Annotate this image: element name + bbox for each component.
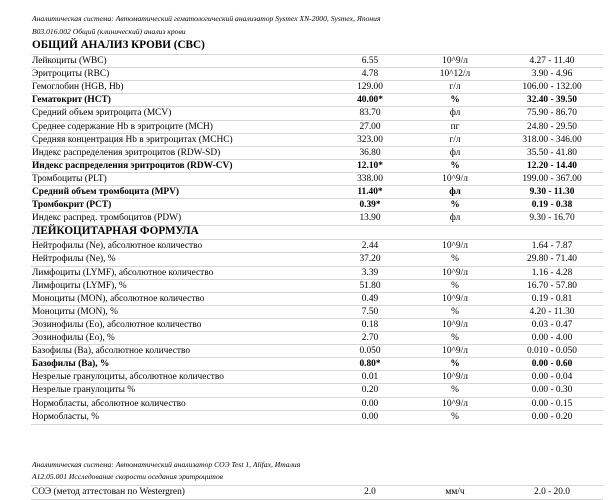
test-name: Эритроциты (RBC) <box>32 69 110 80</box>
test-name: Гемоглобин (HGB, Hb) <box>32 82 124 93</box>
test-value: 2.0 <box>364 487 376 497</box>
table-row <box>31 266 603 280</box>
test-reference: 0.00 - 4.00 <box>531 333 573 343</box>
test-name: Средний объем эритроцита (MCV) <box>32 108 172 119</box>
test-unit: г/л <box>449 82 461 93</box>
table-row <box>31 370 603 384</box>
test-reference: 9.30 - 11.30 <box>529 187 575 197</box>
test-reference: 35.50 - 41.80 <box>527 147 577 158</box>
test-value: 0.20 <box>361 385 379 396</box>
test-name: Нормобласты, абсолютное количество <box>32 398 186 409</box>
table-row <box>31 292 603 306</box>
test-name: Моноциты (MON), абсолютное количество <box>32 293 205 304</box>
test-unit: % <box>451 306 459 317</box>
test-reference: 0.19 - 0.38 <box>531 200 573 211</box>
test-value: 0.49 <box>361 293 379 304</box>
test-reference: 0.03 - 0.47 <box>531 319 573 330</box>
table-row <box>31 185 603 199</box>
test-name: СОЭ (метод аттестован по Westergren) <box>32 487 185 497</box>
test-name: Средняя концентрация Hb в эритроцитах (MCHC) <box>32 134 233 145</box>
esr-row <box>31 485 603 500</box>
test-reference: 3.90 - 4.96 <box>531 69 573 80</box>
test-value: 11.40* <box>357 187 383 197</box>
test-value: 6.55 <box>361 56 379 66</box>
test-value: 338.00 <box>357 173 383 184</box>
test-value: 0.18 <box>361 319 379 330</box>
test-reference: 4.20 - 11.30 <box>529 306 575 317</box>
test-unit: % <box>451 280 459 291</box>
test-unit: фл <box>449 147 461 158</box>
table-row <box>31 239 603 253</box>
test-unit: 10^9/л <box>442 267 468 278</box>
table-row <box>31 146 603 160</box>
test-value: 0.00 <box>361 398 379 409</box>
test-reference: 9.30 - 16.70 <box>529 213 575 224</box>
test-name: Лимфоциты (LYMF), абсолютное количество <box>32 267 214 278</box>
test-name: Среднее содержание Hb в эритроците (MCH) <box>32 121 213 132</box>
test-unit: 10^9/л <box>442 346 468 357</box>
test-value: 83.70 <box>359 108 381 119</box>
test-name: Моноциты (MON), % <box>32 306 118 317</box>
test-reference: 0.00 - 0.04 <box>531 372 573 383</box>
table-row <box>31 159 603 173</box>
test-name: Индекс распределения эритроцитов (RDW-SD) <box>32 147 221 158</box>
test-unit: % <box>450 160 460 171</box>
test-reference: 75.90 - 86.70 <box>527 108 577 119</box>
test-reference: 12.20 - 14.40 <box>527 160 577 171</box>
test-value: 37.20 <box>359 254 381 265</box>
table-row <box>31 80 603 94</box>
test-reference: 318.00 - 346.00 <box>522 134 582 145</box>
test-unit: фл <box>449 187 461 197</box>
test-name: Индекс распределения эритроцитов (RDW-CV) <box>32 160 233 171</box>
test-reference: 29.80 - 71.40 <box>527 254 577 265</box>
test-unit: % <box>450 359 460 370</box>
diff-section-title: ЛЕЙКОЦИТАРНАЯ ФОРМУЛА <box>32 225 199 238</box>
test-reference: 16.70 - 57.80 <box>527 280 577 291</box>
table-row <box>31 93 603 107</box>
test-unit: % <box>450 200 460 211</box>
table-row <box>31 331 603 345</box>
table-row <box>31 305 603 319</box>
test-name: Тромбокрит (PCT) <box>32 200 112 211</box>
test-value: 7.50 <box>361 306 379 317</box>
table-row <box>31 54 603 68</box>
test-reference: 0.010 - 0.050 <box>527 346 577 357</box>
test-unit: 10^9/л <box>442 173 468 184</box>
test-unit: 10^9/л <box>442 56 468 66</box>
test-name: Эозинофилы (Eo), % <box>32 333 115 343</box>
test-unit: 10^9/л <box>442 241 468 252</box>
test-reference: 32.40 - 39.50 <box>527 95 577 106</box>
test-name: Средний объем тромбоцита (MPV) <box>32 187 180 197</box>
test-value: 2.70 <box>361 333 379 343</box>
table-row <box>31 397 603 411</box>
test-unit: % <box>451 254 459 265</box>
table-row <box>31 252 603 266</box>
test-unit: фл <box>449 213 461 224</box>
esr-test-code-note: A12.05.001 Исследование скорости оседания эритроцитов <box>32 472 223 481</box>
test-value: 0.39* <box>359 200 381 211</box>
test-value: 0.00 <box>361 411 379 422</box>
test-unit: 10^12/л <box>439 69 471 80</box>
test-value: 27.00 <box>359 121 381 132</box>
table-row <box>31 198 603 212</box>
test-unit: 10^9/л <box>442 372 468 383</box>
table-row <box>31 172 603 186</box>
test-value: 36.80 <box>359 147 381 158</box>
test-name: Лимфоциты (LYMF), % <box>32 280 127 291</box>
test-name: Базофилы (Ba), % <box>32 359 110 370</box>
test-name: Лейкоциты (WBC) <box>32 56 107 66</box>
test-unit: % <box>450 95 460 106</box>
test-reference: 1.64 - 7.87 <box>531 241 573 252</box>
test-value: 0.050 <box>359 346 381 357</box>
test-reference: 4.27 - 11.40 <box>529 56 575 66</box>
test-value: 2.44 <box>361 241 379 252</box>
test-value: 4.78 <box>361 69 379 80</box>
test-value: 129.00 <box>357 82 383 93</box>
test-reference: 1.16 - 4.28 <box>531 267 573 278</box>
table-row <box>31 133 603 147</box>
test-unit: % <box>451 333 459 343</box>
test-value: 13.90 <box>359 213 381 224</box>
test-reference: 0.00 - 0.20 <box>531 411 573 422</box>
test-reference: 0.19 - 0.81 <box>531 293 573 304</box>
test-reference: 0.00 - 0.60 <box>531 359 573 370</box>
table-row <box>31 211 603 226</box>
test-name: Нормобласты, % <box>32 411 100 422</box>
test-value: 323.00 <box>357 134 383 145</box>
test-value: 0.01 <box>361 372 379 383</box>
test-name: Нейтрофилы (Ne), % <box>32 254 116 265</box>
cbc-section-title: ОБЩИЙ АНАЛИЗ КРОВИ (CBC) <box>32 39 205 51</box>
test-reference: 199.00 - 367.00 <box>522 173 582 184</box>
test-unit: % <box>451 385 459 396</box>
test-unit: мм/ч <box>445 487 465 497</box>
test-value: 12.10* <box>357 160 383 171</box>
table-row <box>31 318 603 332</box>
test-value: 3.39 <box>361 267 379 278</box>
test-name: Незрелые гранулоциты % <box>32 385 136 396</box>
table-row <box>31 344 603 358</box>
table-row <box>31 67 603 81</box>
test-reference: 24.80 - 29.50 <box>527 121 577 132</box>
test-unit: 10^9/л <box>442 293 468 304</box>
test-name: Базофилы (Ba), абсолютное количество <box>32 346 191 357</box>
esr-analyzer-note: Аналитическая система: Автоматический анализатор СОЭ Test 1, Alifax, Италия <box>32 460 301 469</box>
table-row <box>31 106 603 120</box>
test-value: 40.00* <box>357 95 383 106</box>
test-value: 0.80* <box>359 359 381 370</box>
test-unit: г/л <box>449 134 461 145</box>
test-unit: фл <box>449 108 461 119</box>
table-row <box>31 120 603 134</box>
test-unit: 10^9/л <box>442 398 468 409</box>
test-reference: 0.00 - 0.15 <box>531 398 573 409</box>
test-name: Тромбоциты (PLT) <box>32 173 107 184</box>
test-code-note: B03.016.002 Общий (клинический) анализ крови <box>32 27 186 36</box>
test-name: Гематокрит (HCT) <box>32 95 111 106</box>
table-row <box>31 357 603 371</box>
test-name: Эозинофилы (Eo), абсолютное количество <box>32 319 202 330</box>
test-reference: 106.00 - 132.00 <box>522 82 582 93</box>
test-unit: пг <box>450 121 460 132</box>
test-name: Нейтрофилы (Ne), абсолютное количество <box>32 241 203 252</box>
test-unit: % <box>451 411 459 422</box>
table-row <box>31 410 603 425</box>
test-unit: 10^9/л <box>442 319 468 330</box>
test-name: Незрелые гранулоциты, абсолютное количество <box>32 372 224 383</box>
test-reference: 2.0 - 20.0 <box>534 487 570 497</box>
table-row <box>31 279 603 293</box>
test-name: Индекс распред. тромбоцитов (PDW) <box>32 213 182 224</box>
test-value: 51.80 <box>359 280 381 291</box>
test-reference: 0.00 - 0.30 <box>531 385 573 396</box>
table-row <box>31 383 603 397</box>
analyzer-note: Аналитическая система: Автоматический гематологический анализатор Sysmex XN-2000, Sysmex, Япония <box>32 14 381 23</box>
